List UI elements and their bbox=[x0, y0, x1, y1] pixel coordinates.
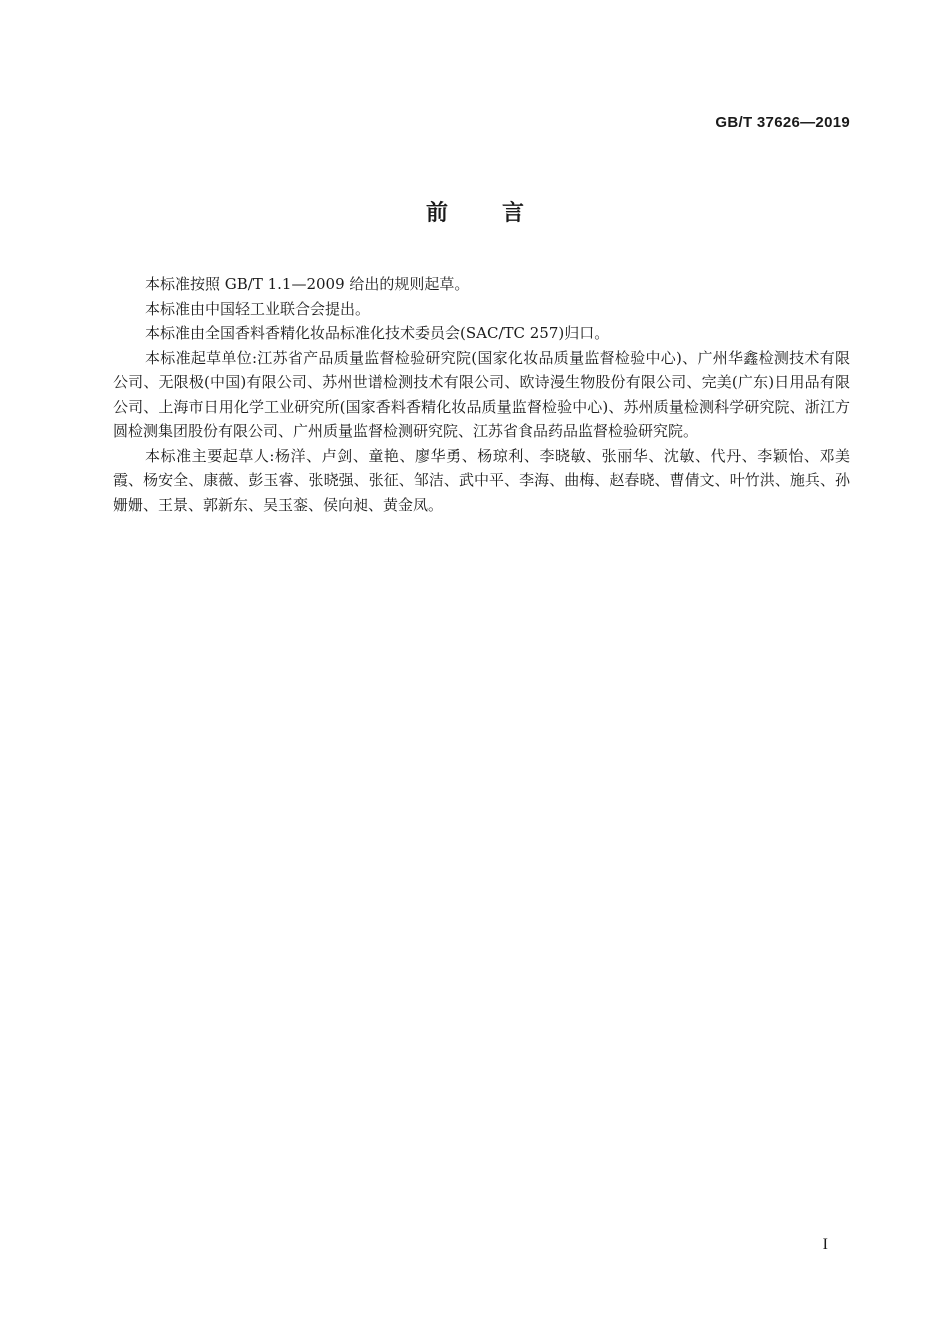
paragraph-drafting-rules: 本标准按照 GB/T 1.1—2009 给出的规则起草。 bbox=[145, 275, 470, 293]
paragraph-drafting-units: 本标准起草单位:江苏省产品质量监督检验研究院(国家化妆品质量监督检验中心)、广州华鑫检测技术有限公司、无限极(中国)有限公司、苏州世谱检测技术有限公司、欧诗漫生物股份有限公司、完美(广东)日用品有限公司、上海市日用化学工业研究所(国家香料香精化妆品质量监督检验中心)、苏州质量检测科学研究院、浙江方圆检测集团股份有限公司、广州质量监督检测研究院、江苏省食品药品监督检验研究院。 bbox=[113, 348, 850, 440]
foreword-body bbox=[113, 272, 850, 517]
page-title bbox=[0, 196, 950, 227]
page-number: I bbox=[822, 1236, 828, 1253]
title-char-2: 言 bbox=[502, 201, 525, 226]
paragraph-proposer: 本标准由中国轻工业联合会提出。 bbox=[145, 299, 371, 318]
title-char-1: 前 bbox=[425, 201, 448, 226]
standard-number: GB/T 37626—2019 bbox=[715, 114, 850, 131]
paragraph-drafters: 本标准主要起草人:杨洋、卢剑、童艳、廖华勇、杨琼利、李晓敏、张丽华、沈敏、代丹、李颖怡、邓美霞、杨安全、康薇、彭玉睿、张晓强、张征、邹洁、武中平、李海、曲梅、赵春晓、曹倩文、叶竹洪、施兵、孙姗姗、王景、郭新东、吴玉銮、侯向昶、黄金凤。 bbox=[113, 446, 850, 514]
paragraph-committee: 本标准由全国香料香精化妆品标准化技术委员会(SAC/TC 257)归口。 bbox=[145, 324, 610, 342]
